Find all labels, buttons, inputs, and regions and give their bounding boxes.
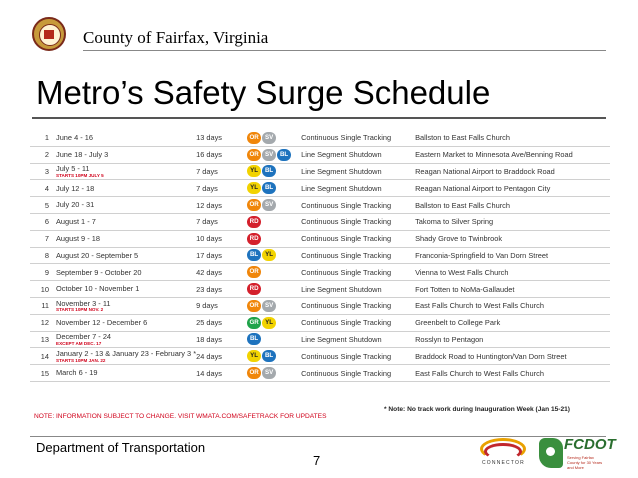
row-lines (247, 264, 301, 281)
row-work-type: Line Segment Shutdown (301, 331, 415, 348)
row-dates (56, 331, 196, 348)
schedule-row (30, 281, 610, 298)
row-duration: 25 days (196, 314, 247, 331)
row-segment: Rosslyn to Pentagon (415, 331, 610, 348)
row-number: 6 (30, 213, 56, 230)
connector-arc-inner (484, 443, 522, 460)
row-work-type: Continuous Single Tracking (301, 348, 415, 365)
row-number: 11 (30, 297, 56, 314)
row-work-type: Continuous Single Tracking (301, 247, 415, 264)
metro-line-badge: SV (262, 300, 276, 312)
row-dates-text: January 2 - 13 & January 23 - February 3 * (56, 349, 197, 358)
row-segment: East Falls Church to West Falls Church (415, 297, 610, 314)
row-duration: 16 days (196, 146, 247, 163)
row-duration: 10 days (196, 230, 247, 247)
schedule-row (30, 264, 610, 281)
fcdot-logo (537, 434, 616, 474)
connector-logo (478, 436, 530, 470)
row-dates-note: EXCEPT AM DEC. 17 (56, 340, 102, 346)
metro-line-badge: GR (247, 317, 261, 329)
row-work-type: Continuous Single Tracking (301, 297, 415, 314)
row-dates-note: STARTS 10PM JULY 5 (56, 172, 104, 178)
row-dates (56, 314, 196, 331)
metro-line-badge: SV (262, 199, 276, 211)
row-segment: Ballston to East Falls Church (415, 130, 610, 146)
schedule-row (30, 348, 610, 365)
row-lines (247, 213, 301, 230)
row-number: 14 (30, 348, 56, 365)
metro-line-badge: SV (262, 132, 276, 144)
metro-line-badge: BL (247, 333, 261, 345)
row-number: 10 (30, 281, 56, 298)
page-number: 7 (313, 453, 321, 468)
row-dates-text: December 7 - 24 (56, 332, 112, 342)
row-segment: Shady Grove to Twinbrook (415, 230, 610, 247)
row-segment: Franconia-Springfield to Van Dorn Street (415, 247, 610, 264)
fcdot-tagline: Serving Fairfax County for 30 Years and More (567, 455, 603, 470)
metro-line-badge: RD (247, 233, 261, 245)
fcdot-logo-text: FCDOT (564, 436, 616, 453)
row-duration: 18 days (196, 331, 247, 348)
row-lines (247, 365, 301, 382)
row-segment: Takoma to Silver Spring (415, 213, 610, 230)
row-dates-text: July 20 - 31 (56, 200, 95, 210)
row-segment: East Falls Church to West Falls Church (415, 365, 610, 382)
row-dates-text: June 4 - 16 (56, 133, 93, 143)
row-dates (56, 230, 196, 247)
schedule-row (30, 331, 610, 348)
county-name: County of Fairfax, Virginia (83, 28, 269, 47)
row-duration: 24 days (196, 348, 247, 365)
metro-line-badge: OR (247, 367, 261, 379)
row-segment: Ballston to East Falls Church (415, 197, 610, 214)
schedule-row (30, 146, 610, 163)
row-dates-text: November 3 - 11 (56, 298, 111, 308)
schedule-row (30, 365, 610, 382)
inauguration-note: * Note: No track work during Inauguration Week (Jan 15-21) (384, 406, 571, 413)
row-dates (56, 130, 196, 146)
row-duration: 7 days (196, 180, 247, 197)
schedule-row (30, 230, 610, 247)
row-dates (56, 213, 196, 230)
row-work-type: Continuous Single Tracking (301, 230, 415, 247)
row-dates-note: STARTS 10PM JAN. 22 (56, 357, 106, 363)
row-dates (56, 180, 196, 197)
row-number: 5 (30, 197, 56, 214)
connector-logo-text: CONNECTOR (482, 460, 525, 466)
info-change-note: NOTE: INFORMATION SUBJECT TO CHANGE. VISIT WMATA.COM/SAFETRACK FOR UPDATES (34, 413, 327, 420)
row-segment: Reagan National Airport to Pentagon City (415, 180, 610, 197)
row-dates-text: October 10 - November 1 (56, 284, 140, 294)
row-dates (56, 281, 196, 298)
row-lines (247, 230, 301, 247)
row-duration: 7 days (196, 213, 247, 230)
metro-line-badge: RD (247, 283, 261, 295)
row-lines (247, 348, 301, 365)
row-work-type: Line Segment Shutdown (301, 180, 415, 197)
row-dates-text: March 6 - 19 (56, 368, 98, 378)
schedule-row (30, 213, 610, 230)
row-dates (56, 197, 196, 214)
schedule-row (30, 163, 610, 180)
county-seal-logo (32, 17, 66, 51)
row-dates (56, 163, 196, 180)
row-dates-note: STARTS 10PM NOV. 2 (56, 307, 104, 313)
metro-line-badge: SV (262, 149, 276, 161)
row-number: 4 (30, 180, 56, 197)
row-duration: 42 days (196, 264, 247, 281)
header-divider (83, 50, 606, 51)
metro-line-badge: BL (277, 149, 291, 161)
row-duration: 23 days (196, 281, 247, 298)
row-duration: 7 days (196, 163, 247, 180)
metro-line-badge: YL (262, 249, 276, 261)
row-work-type: Continuous Single Tracking (301, 130, 415, 146)
row-lines (247, 180, 301, 197)
row-lines (247, 130, 301, 146)
row-work-type: Continuous Single Tracking (301, 314, 415, 331)
row-segment: Vienna to West Falls Church (415, 264, 610, 281)
slide-title: Metro’s Safety Surge Schedule (36, 74, 491, 111)
row-number: 9 (30, 264, 56, 281)
row-dates-text: August 9 - 18 (56, 233, 100, 243)
row-lines (247, 297, 301, 314)
row-duration: 13 days (196, 130, 247, 146)
row-number: 15 (30, 365, 56, 382)
metro-line-badge: OR (247, 132, 261, 144)
metro-line-badge: SV (262, 367, 276, 379)
row-number: 12 (30, 314, 56, 331)
fairfax-map-icon (539, 438, 563, 468)
metro-line-badge: YL (247, 182, 261, 194)
row-work-type: Continuous Single Tracking (301, 365, 415, 382)
schedule-body (30, 130, 610, 381)
schedule-row (30, 297, 610, 314)
row-dates-text: November 12 - December 6 (56, 317, 148, 327)
row-dates-text: September 9 - October 20 (56, 267, 142, 277)
row-segment: Reagan National Airport to Braddock Road (415, 163, 610, 180)
metro-line-badge: OR (247, 266, 261, 278)
metro-line-badge: YL (247, 350, 261, 362)
row-segment: Greenbelt to College Park (415, 314, 610, 331)
row-lines (247, 163, 301, 180)
row-lines (247, 247, 301, 264)
schedule-row (30, 197, 610, 214)
row-duration: 14 days (196, 365, 247, 382)
row-dates-text: June 18 - July 3 (56, 149, 109, 159)
row-dates (56, 247, 196, 264)
row-duration: 12 days (196, 197, 247, 214)
row-number: 3 (30, 163, 56, 180)
row-work-type: Continuous Single Tracking (301, 213, 415, 230)
row-duration: 9 days (196, 297, 247, 314)
row-number: 2 (30, 146, 56, 163)
schedule-row (30, 314, 610, 331)
metro-line-badge: BL (247, 249, 261, 261)
row-segment: Fort Totten to NoMa-Gallaudet (415, 281, 610, 298)
row-work-type: Line Segment Shutdown (301, 146, 415, 163)
row-work-type: Line Segment Shutdown (301, 281, 415, 298)
schedule-row (30, 180, 610, 197)
metro-line-badge: OR (247, 149, 261, 161)
schedule-row (30, 247, 610, 264)
metro-line-badge: BL (262, 182, 276, 194)
row-lines (247, 281, 301, 298)
row-dates (56, 365, 196, 382)
row-number: 7 (30, 230, 56, 247)
row-lines (247, 146, 301, 163)
row-dates (56, 264, 196, 281)
row-segment: Braddock Road to Huntington/Van Dorn Street (415, 348, 610, 365)
metro-line-badge: BL (262, 350, 276, 362)
row-dates (56, 297, 196, 314)
row-number: 13 (30, 331, 56, 348)
row-dates-text: August 20 - September 5 (56, 250, 139, 260)
row-work-type: Continuous Single Tracking (301, 264, 415, 281)
row-dates (56, 348, 196, 365)
department-name: Department of Transportation (36, 440, 206, 455)
row-segment: Eastern Market to Minnesota Ave/Benning Road (415, 146, 610, 163)
row-lines (247, 331, 301, 348)
title-divider (32, 117, 606, 119)
row-dates-text: July 5 - 11 (56, 164, 90, 174)
metro-line-badge: OR (247, 199, 261, 211)
row-lines (247, 197, 301, 214)
row-work-type: Line Segment Shutdown (301, 163, 415, 180)
row-duration: 17 days (196, 247, 247, 264)
metro-line-badge: BL (262, 165, 276, 177)
metro-line-badge: RD (247, 216, 261, 228)
row-dates-text: August 1 - 7 (56, 217, 96, 227)
safety-surge-schedule-table (30, 130, 610, 382)
row-dates-text: July 12 - 18 (56, 183, 95, 193)
row-number: 1 (30, 130, 56, 146)
row-number: 8 (30, 247, 56, 264)
metro-line-badge: YL (262, 317, 276, 329)
schedule-row (30, 130, 610, 146)
metro-line-badge: YL (247, 165, 261, 177)
row-dates (56, 146, 196, 163)
row-work-type: Continuous Single Tracking (301, 197, 415, 214)
metro-line-badge: OR (247, 300, 261, 312)
row-lines (247, 314, 301, 331)
